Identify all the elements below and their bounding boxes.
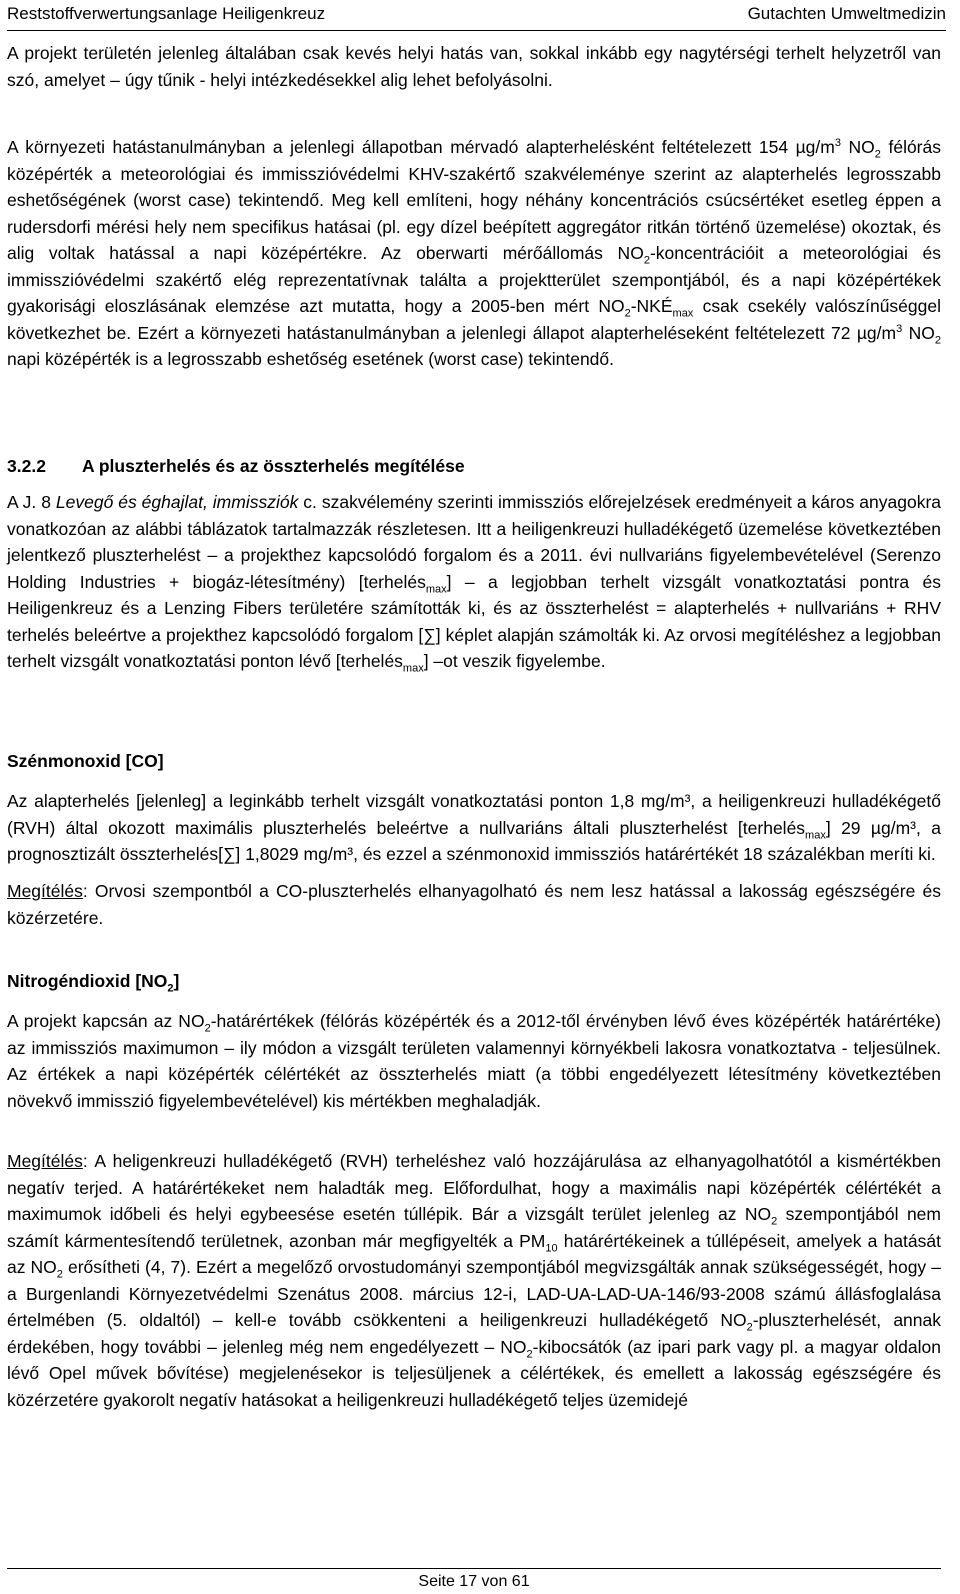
paragraph-baseline-load: A környezeti hatástanulmányban a jelenlegi állapotban mérvadó alapterhelésként feltételezett 154 $\mu g/m^3$ $NO_2$ félórás középérték a meteorológiai és immisszióvédelmi KHV-szakértő szakvéleménye szerint az alapterhelés legrosszabb eshetőségének (worst case) tekintendő. Meg kell említeni, hogy néhány koncentrációs csúcsértéket esetleg éppen a rudersdorfi mérési hely nem specifikus hatásai (pl. egy dízel beépített aggregátor ritkán történő üzemelése) okoztak, és alig voltak hatással a napi középértékre. Az oberwarti mérőállomás $NO_2$-koncentrációit a meteorológiai és immisszióvédelmi szakértő elég reprezentatívnak találta a projektterület szempontjából, és a napi középértékek gyakorisági eloszlásának elemzése azt mutatta, hogy a 2005-ben mért $NO_2-NKÉ_{max}$ csak csekély valószínűséggel következhet be. Ezért a környezeti hatástanulmányban a jelenlegi állapot alapterheléseként feltételezett 72 $\mu g/m^3$ $NO_2$ napi középérték is a legrosszabb eshetőség esetének (worst case) tekintendő. [7,137,942,369]
section-title: A pluszterhelés és az összterhelés megítélése [82,456,465,476]
section-number: 3.2.2 [7,456,46,476]
paragraph-co-load: Az alapterhelés [jelenleg] a leginkább terhelt vizsgált vonatkoztatási ponton 1,8 mg/m³, a heiligenkreuzi hulladékégető (RVH) által okozott maximális pluszterhelés beleértve a nullvariáns általi pluszterhelést [terhelés$_{max}$] 29 µg/m³, a prognosztizált összterhelés[∑] 1,8029 mg/m³, és ezzel a szénmonoxid immissziós határértékét 18 százalékban meríti ki. [7,791,941,864]
paragraph-no2-evaluation: Megítélés: A heligenkreuzi hulladékégető (RVH) terheléshez való hozzájárulása az elhanyagolhatótól a kismértékben negatív terjed. A határértékeket nem haladták meg. Előfordulhat, hogy a maximális napi középérték célértékét a maximumok időbeli és helyi egybeesése esetén túllépik. Bár a vizsgált terület jelenleg az $NO_2$ szempontjából nem számít kármentesítendő területnek, azonban már megfigyelték a $PM_{10}$ határértékeinek a túllépéseit, amelyek a hatását az $NO_2$ erősítheti (4, 7). Ezért a megelőző orvostudományi szempontjából megvizsgálták annak szükségességét, hogy – a Burgenlandi Környezetvédelmi Szenátus 2008. március 12-i, LAD-UA-LAD-UA-146/93-2008 számú állásfoglalása értelmében (5. oldaltól) – kell-e tovább csökkenteni a heiligenkreuzi hulladékégető $NO_2$-pluszterhelését, annak érdekében, hogy további – jelenleg még nem engedélyezett – $NO_2$-kibocsátók (az ipari park vagy pl. a magyar oldalon lévő Opel művek bővítése) megjelenésekor is teljesüljenek a célértékek, és emellett a lakosság egészségére és közérzetére gyakorolt negatív hatásokat a heiligenkreuzi hulladékégető teljes üzemidejé [7,1151,941,1410]
header-title-right: Gutachten Umweltmedizin [747,4,946,23]
section-heading-3-2-2 [7,453,941,480]
heading-nitrogen-dioxide: Nitrogéndioxid $[NO_2]$ [7,971,180,995]
page-footer [7,1568,941,1594]
paragraph-no2-limits: A projekt kapcsán az $NO_2$-határértékek (félórás középérték és a 2012-től érvényben lévő éves középérték határértéke) az immissziós maximumon – ily módon a vizsgált területen valamennyi környékbeli lakosra vonatkoztatva - teljesülnek. Az értékek a napi középérték célértékét az összterhelés miatt (a többi engedélyezett létesítmény következtében növekvő immisszió figyelembevételével) kis mértékben meghaladják. [7,1011,941,1111]
evaluation-label: Megítélés [7,1151,83,1171]
evaluation-label: Megítélés [7,881,83,901]
page-number: Seite 17 von 61 [418,1573,530,1590]
paragraph-intro: A projekt területén jelenleg általában csak kevés helyi hatás van, sokkal inkább egy nagytérségi terhelt helyzetről van szó, amelyet – úgy tűnik - helyi intézkedésekkel alig lehet befolyásolni. [7,43,941,90]
paragraph-co-evaluation: Megítélés: Orvosi szempontból a CO-pluszterhelés elhanyagolható és nem lesz hatással a lakosság egészségére és közérzetére. [7,881,941,928]
header-title-left: Reststoffverwertungsanlage Heiligenkreuz [7,4,326,23]
paragraph-immission-forecast: A J. 8 Levegő és éghajlat, immissziók c. szakvélemény szerinti immissziós előrejelzések eredményeit a káros anyagokra vonatkozóan az alábbi táblázatok tartalmazzák részletesen. Itt a heiligenkreuzi hulladékégető üzemelése következtében jelentkező pluszterhelést – a projekthez kapcsolódó forgalom és a 2011. évi nullvariáns figyelembevételével (Serenzo Holding Industries + biogáz-létesítmény) [terhelés$_{max}$] – a legjobban terhelt vizsgált vonatkoztatási pontra és Heiligenkreuz és a Lenzing Fibers területére számították ki, és az összterhelést = alapterhelés + nullvariáns + RHV terhelés beleértve a projekthez kapcsolódó forgalom [∑] képlet alapján számolták ki. Az orvosi megítéléshez a legjobban terhelt vizsgált vonatkoztatási ponton lévő [terhelés$_{max}$] –ot veszik figyelembe. [7,492,942,675]
page-header [7,0,946,31]
heading-carbon-monoxide: Szénmonoxid [CO] [7,751,164,771]
